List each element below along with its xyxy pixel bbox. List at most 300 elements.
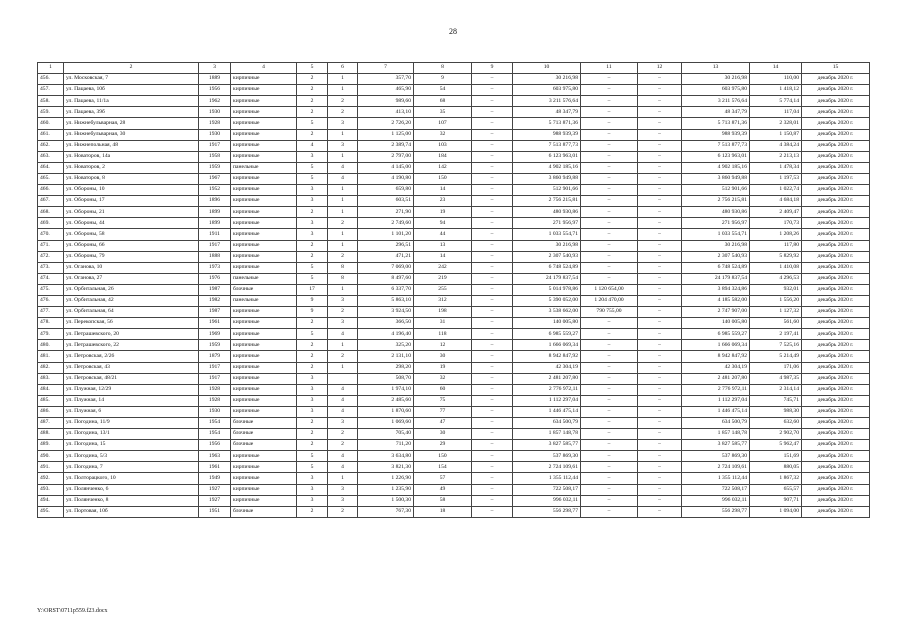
table-cell: – [581, 384, 638, 395]
table-cell: 486. [38, 406, 64, 417]
table-cell: – [638, 418, 682, 429]
table-cell: 8 497,60 [358, 273, 414, 284]
table-cell: 184 [414, 151, 472, 162]
table-cell: 722 508,17 [513, 484, 581, 495]
table-cell: декабрь 2020 г. [802, 307, 870, 318]
table-cell: 1 125,00 [358, 129, 414, 140]
table-cell: – [638, 340, 682, 351]
table-cell: 2 [297, 506, 328, 517]
table-cell: – [638, 284, 682, 295]
table-cell: 1 870,60 [358, 406, 414, 417]
table-cell: кирпичные [231, 473, 297, 484]
table-cell: 3 821,30 [358, 462, 414, 473]
table-cell: 2 [297, 74, 328, 85]
table-cell: – [472, 262, 513, 273]
table-cell: 471. [38, 240, 64, 251]
table-cell: – [581, 373, 638, 384]
table-cell: 488. [38, 429, 64, 440]
table-cell: – [581, 495, 638, 506]
table-cell: 1 [328, 340, 358, 351]
table-cell: декабрь 2020 г. [802, 151, 870, 162]
table-cell: – [472, 473, 513, 484]
table-cell: – [581, 140, 638, 151]
table-cell: – [638, 440, 682, 451]
table-cell: декабрь 2020 г. [802, 262, 870, 273]
table-cell: 2 389,74 [358, 140, 414, 151]
table-cell: 469. [38, 218, 64, 229]
table-cell: – [638, 429, 682, 440]
table-cell: 2 485,60 [358, 395, 414, 406]
table-cell: 482. [38, 362, 64, 373]
table-cell: 5 214,49 [750, 351, 802, 362]
table-cell: 8 [328, 262, 358, 273]
table-cell: 491. [38, 462, 64, 473]
table-cell: 474. [38, 273, 64, 284]
table-cell: – [472, 351, 513, 362]
table-cell: 5 [297, 262, 328, 273]
table-cell: 30 216,98 [682, 240, 750, 251]
table-cell: 485. [38, 395, 64, 406]
table-cell: кирпичные [231, 185, 297, 196]
table-cell: декабрь 2020 г. [802, 484, 870, 495]
table-cell: 3 [297, 151, 328, 162]
table-cell: 3 [297, 384, 328, 395]
table-cell: 1 204 470,00 [581, 295, 638, 306]
table-cell: декабрь 2020 г. [802, 473, 870, 484]
table-cell: – [472, 295, 513, 306]
table-cell: 3 827 585,77 [513, 440, 581, 451]
table-cell: 2 [297, 96, 328, 107]
header-cell: 6 [328, 63, 358, 74]
table-cell: 1917 [199, 240, 231, 251]
table-cell: ул. Петрашевского, 22 [64, 340, 199, 351]
table-cell: 47 [414, 418, 472, 429]
table-cell: 512 901,66 [682, 185, 750, 196]
table-cell: 4 [328, 462, 358, 473]
table-cell: 479. [38, 329, 64, 340]
table-cell: 2 409,47 [750, 207, 802, 218]
table-cell: декабрь 2020 г. [802, 506, 870, 517]
table-cell: 48 347,79 [513, 107, 581, 118]
table-cell: 1 [328, 229, 358, 240]
table-cell: 490. [38, 451, 64, 462]
table-cell: 6 748 524,89 [682, 262, 750, 273]
table-cell: 5 829,92 [750, 251, 802, 262]
table-cell: – [581, 129, 638, 140]
table-row [38, 384, 870, 395]
table-cell: – [581, 207, 638, 218]
table-cell: 1954 [199, 429, 231, 440]
table-cell: 632,60 [750, 418, 802, 429]
table-cell: 54 [414, 85, 472, 96]
table-cell: 142 [414, 162, 472, 173]
table-cell: 3 634,80 [358, 451, 414, 462]
table-cell: 30 216,98 [513, 74, 581, 85]
table-cell: кирпичные [231, 74, 297, 85]
table-cell: 150 [414, 173, 472, 184]
table-cell: 30 216,98 [682, 74, 750, 85]
table-cell: 110,00 [750, 74, 802, 85]
table-cell: 1 [328, 151, 358, 162]
table-cell: 2 [297, 429, 328, 440]
header-cell: 15 [802, 63, 870, 74]
table-cell: – [638, 395, 682, 406]
table-cell: 1959 [199, 162, 231, 173]
table-cell: 996 032,11 [513, 495, 581, 506]
table-cell: – [472, 318, 513, 329]
table-cell: 6 748 524,89 [513, 262, 581, 273]
table-cell: декабрь 2020 г. [802, 118, 870, 129]
table-cell: 603 975,80 [513, 85, 581, 96]
table-cell: 107 [414, 118, 472, 129]
table-cell: ул. Обороны, 21 [64, 207, 199, 218]
table-cell: кирпичные [231, 229, 297, 240]
table-cell: 475. [38, 284, 64, 295]
table-cell: – [581, 251, 638, 262]
table-cell: кирпичные [231, 373, 297, 384]
table-cell: 3 211 576,64 [682, 96, 750, 107]
table-cell: ул. Плужная, 14 [64, 395, 199, 406]
table-cell: декабрь 2020 г. [802, 495, 870, 506]
table-cell: – [472, 395, 513, 406]
table-cell: 7 525,16 [750, 340, 802, 351]
table-row [38, 406, 870, 417]
header-cell: 1 [38, 63, 64, 74]
table-cell: – [638, 85, 682, 96]
table-cell: 556 298,77 [682, 506, 750, 517]
table-cell: 9 [414, 74, 472, 85]
table-cell: 464. [38, 162, 64, 173]
table-cell: – [638, 107, 682, 118]
table-cell: 3 [328, 118, 358, 129]
table-cell: 4 [328, 406, 358, 417]
table-cell: ул. Петровская, 43 [64, 362, 199, 373]
table-cell: 705,40 [358, 429, 414, 440]
table-cell: – [581, 118, 638, 129]
table-cell: – [472, 284, 513, 295]
table-cell: 44 [414, 229, 472, 240]
header-cell: 8 [414, 63, 472, 74]
table-row [38, 340, 870, 351]
table-cell: кирпичные [231, 395, 297, 406]
table-cell: 1930 [199, 129, 231, 140]
table-cell: декабрь 2020 г. [802, 295, 870, 306]
table-cell: 2 [328, 351, 358, 362]
table-row [38, 373, 870, 384]
table-cell: 118 [414, 329, 472, 340]
table-cell: 1896 [199, 196, 231, 207]
table-cell: 1 974,10 [358, 384, 414, 395]
table-cell: 1 120 654,00 [581, 284, 638, 295]
table-cell: 5 [297, 462, 328, 473]
table-cell: декабрь 2020 г. [802, 185, 870, 196]
table-cell: декабрь 2020 г. [802, 207, 870, 218]
table-cell: 2 [328, 429, 358, 440]
table-cell: блочные [231, 284, 297, 295]
table-cell: 4 190,80 [358, 173, 414, 184]
table-cell: 171,06 [750, 362, 802, 373]
table-cell: 4 [328, 173, 358, 184]
table-cell: 2 [297, 85, 328, 96]
table-cell: 465. [38, 173, 64, 184]
table-cell: 3 [297, 373, 328, 384]
table-cell: 1951 [199, 506, 231, 517]
table-cell: 4 [328, 395, 358, 406]
table-cell: 634 500,79 [513, 418, 581, 429]
table-cell: 1 867,32 [750, 473, 802, 484]
table-cell: 492. [38, 473, 64, 484]
table-cell: 1967 [199, 173, 231, 184]
table-cell: ул. Петровская, 48/21 [64, 373, 199, 384]
table-cell: блочные [231, 418, 297, 429]
table-cell: 5 962,47 [750, 440, 802, 451]
table-cell: 1 [328, 207, 358, 218]
table-cell: ул. Обороны, 66 [64, 240, 199, 251]
table-cell: кирпичные [231, 351, 297, 362]
table-cell: 1982 [199, 295, 231, 306]
table-cell: – [581, 229, 638, 240]
table-cell: кирпичные [231, 451, 297, 462]
table-cell: 2 [297, 251, 328, 262]
table-cell: 1 197,53 [750, 173, 802, 184]
table-cell: – [638, 207, 682, 218]
table-row [38, 85, 870, 96]
table-cell: 484. [38, 384, 64, 395]
table-cell: 3 [297, 473, 328, 484]
table-cell: декабрь 2020 г. [802, 284, 870, 295]
table-cell: – [581, 362, 638, 373]
table-cell: 1 112 297,04 [682, 395, 750, 406]
table-cell: ул. Погодина, 5/3 [64, 451, 199, 462]
table-cell: 6 123 963,01 [682, 151, 750, 162]
table-cell: 1 355 112,44 [682, 473, 750, 484]
table-cell: 271 956,97 [682, 218, 750, 229]
table-cell: 7 513 877,73 [513, 140, 581, 151]
table-cell: 198 [414, 307, 472, 318]
table-cell: 1987 [199, 307, 231, 318]
table-cell: – [472, 406, 513, 417]
table-cell: 3 [297, 395, 328, 406]
table-cell: 1927 [199, 484, 231, 495]
table-cell: 151,69 [750, 451, 802, 462]
table-cell: 77 [414, 406, 472, 417]
table-cell: 5 [297, 451, 328, 462]
table-cell: – [638, 162, 682, 173]
table-cell: декабрь 2020 г. [802, 362, 870, 373]
table-cell: 9 [297, 295, 328, 306]
table-cell: ул. Обороны, 17 [64, 196, 199, 207]
table-cell: 4 185 582,00 [682, 295, 750, 306]
table-cell: 988 939,39 [513, 129, 581, 140]
table-cell: 1 410,08 [750, 262, 802, 273]
table-cell: декабрь 2020 г. [802, 196, 870, 207]
table-cell: – [472, 373, 513, 384]
table-cell: 1 666 069,34 [513, 340, 581, 351]
table-cell: – [581, 85, 638, 96]
table-cell: – [638, 140, 682, 151]
table-cell: 4 [297, 140, 328, 151]
table-cell: 3 [328, 484, 358, 495]
table-cell: декабрь 2020 г. [802, 85, 870, 96]
table-cell: – [472, 173, 513, 184]
table-cell: 2 [328, 107, 358, 118]
table-cell: 5 014 978,86 [513, 284, 581, 295]
table-cell: 6 985 559,27 [682, 329, 750, 340]
table-cell: ул. Пацаева, 39б [64, 107, 199, 118]
table-cell: 1 [328, 74, 358, 85]
table-cell: 6 123 963,01 [513, 151, 581, 162]
table-cell: 1 [328, 196, 358, 207]
table-cell: 357,70 [358, 74, 414, 85]
table-cell: – [638, 295, 682, 306]
table-cell: – [638, 96, 682, 107]
table-cell: 2 [328, 307, 358, 318]
header-cell: 14 [750, 63, 802, 74]
table-cell: 1 235,90 [358, 484, 414, 495]
table-cell: 32 [414, 373, 472, 384]
table-cell: – [581, 96, 638, 107]
table-cell: 6 337,70 [358, 284, 414, 295]
table-cell: 512 901,66 [513, 185, 581, 196]
table-cell: кирпичные [231, 218, 297, 229]
table-cell: 8 942 847,92 [513, 351, 581, 362]
table-cell: – [581, 173, 638, 184]
table-cell: – [581, 395, 638, 406]
table-cell: 1 500,30 [358, 495, 414, 506]
table-cell: ул. Пацаева, 10б [64, 85, 199, 96]
table-cell: блочные [231, 506, 297, 517]
table-cell: – [638, 329, 682, 340]
table-cell: 68 [414, 96, 472, 107]
table-cell: кирпичные [231, 406, 297, 417]
table-cell: 634 500,79 [682, 418, 750, 429]
table-cell: 5 [297, 173, 328, 184]
table-cell: 537 869,30 [682, 451, 750, 462]
table-cell: – [472, 462, 513, 473]
table-cell: декабрь 2020 г. [802, 429, 870, 440]
table-cell: 3 827 585,77 [682, 440, 750, 451]
table-cell: – [472, 85, 513, 96]
table-cell: – [581, 162, 638, 173]
table-cell: 2 [297, 107, 328, 118]
table-row [38, 484, 870, 495]
table-cell: – [581, 262, 638, 273]
table-cell: кирпичные [231, 307, 297, 318]
table-cell: ул. Нижнебульварная, 30 [64, 129, 199, 140]
table-cell: 1899 [199, 207, 231, 218]
table-row [38, 74, 870, 85]
table-cell: – [472, 74, 513, 85]
table-cell: ул. Обороны, 79 [64, 251, 199, 262]
table-cell: 1 478,34 [750, 162, 802, 173]
table-row [38, 462, 870, 473]
table-cell: – [472, 229, 513, 240]
header-cell: 10 [513, 63, 581, 74]
table-row [38, 451, 870, 462]
table-cell: 3 894 324,86 [682, 284, 750, 295]
table-cell: 117,80 [750, 240, 802, 251]
table-cell: ул. Плужная, 6 [64, 406, 199, 417]
table-cell: 2 314,14 [750, 384, 802, 395]
table-cell: – [472, 162, 513, 173]
table-cell: 4 296,53 [750, 273, 802, 284]
table-cell: панельные [231, 273, 297, 284]
table-cell: 3 [297, 484, 328, 495]
table-cell: декабрь 2020 г. [802, 273, 870, 284]
table-cell: декабрь 2020 г. [802, 351, 870, 362]
table-cell: 5 713 871,36 [513, 118, 581, 129]
table-cell: кирпичные [231, 151, 297, 162]
table-cell: 1928 [199, 118, 231, 129]
table-cell: – [638, 118, 682, 129]
table-row [38, 251, 870, 262]
table-cell: 1879 [199, 351, 231, 362]
table-cell: – [638, 218, 682, 229]
table-cell: 413,10 [358, 107, 414, 118]
table-cell: – [581, 273, 638, 284]
table-cell: декабрь 2020 г. [802, 129, 870, 140]
table-cell: 458. [38, 96, 64, 107]
table-cell: декабрь 2020 г. [802, 96, 870, 107]
table-cell: 5 390 052,00 [513, 295, 581, 306]
table-cell: 2 724 109,61 [682, 462, 750, 473]
table-cell: декабрь 2020 г. [802, 440, 870, 451]
table-cell: – [581, 462, 638, 473]
table-cell: ул. Московская, 7 [64, 74, 199, 85]
table-cell: ул. Перекопская, 56 [64, 318, 199, 329]
table-cell: 58 [414, 495, 472, 506]
table-cell: 487. [38, 418, 64, 429]
table-cell: – [638, 484, 682, 495]
table-cell: 3 860 949,88 [513, 173, 581, 184]
table-row [38, 318, 870, 329]
table-cell: 461. [38, 129, 64, 140]
table-cell: 14 [414, 251, 472, 262]
table-cell: ул. Обороны, 10 [64, 185, 199, 196]
table-cell: 1 857 148,78 [682, 429, 750, 440]
table-cell: – [638, 495, 682, 506]
table-cell: 556 298,77 [513, 506, 581, 517]
table-cell: 2 131,10 [358, 351, 414, 362]
table-cell: 3 211 576,64 [513, 96, 581, 107]
table-cell: 471,21 [358, 251, 414, 262]
table-cell: ул. Обороны, 58 [64, 229, 199, 240]
table-cell: ул. Обороны, 44 [64, 218, 199, 229]
table-cell: – [638, 462, 682, 473]
table-cell: – [472, 129, 513, 140]
table-row [38, 162, 870, 173]
table-cell: 1 094,00 [750, 506, 802, 517]
table-cell: декабрь 2020 г. [802, 229, 870, 240]
table-cell: 932,01 [750, 284, 802, 295]
table-cell: 1 150,87 [750, 129, 802, 140]
table-cell: 1 [328, 129, 358, 140]
table-cell: 1889 [199, 74, 231, 85]
table-cell: – [472, 451, 513, 462]
table-cell: 1956 [199, 440, 231, 451]
table-cell: 2 [297, 318, 328, 329]
table-cell: ул. Орбитальная, 42 [64, 295, 199, 306]
table-cell: ул. Пацаева, 11/1а [64, 96, 199, 107]
table-cell: 1958 [199, 151, 231, 162]
table-cell: 1 446 475,14 [513, 406, 581, 417]
table-cell: декабрь 2020 г. [802, 240, 870, 251]
table-cell: 1917 [199, 140, 231, 151]
table-row [38, 107, 870, 118]
table-cell: 219 [414, 273, 472, 284]
table-cell: 18 [414, 506, 472, 517]
table-cell: 94 [414, 218, 472, 229]
